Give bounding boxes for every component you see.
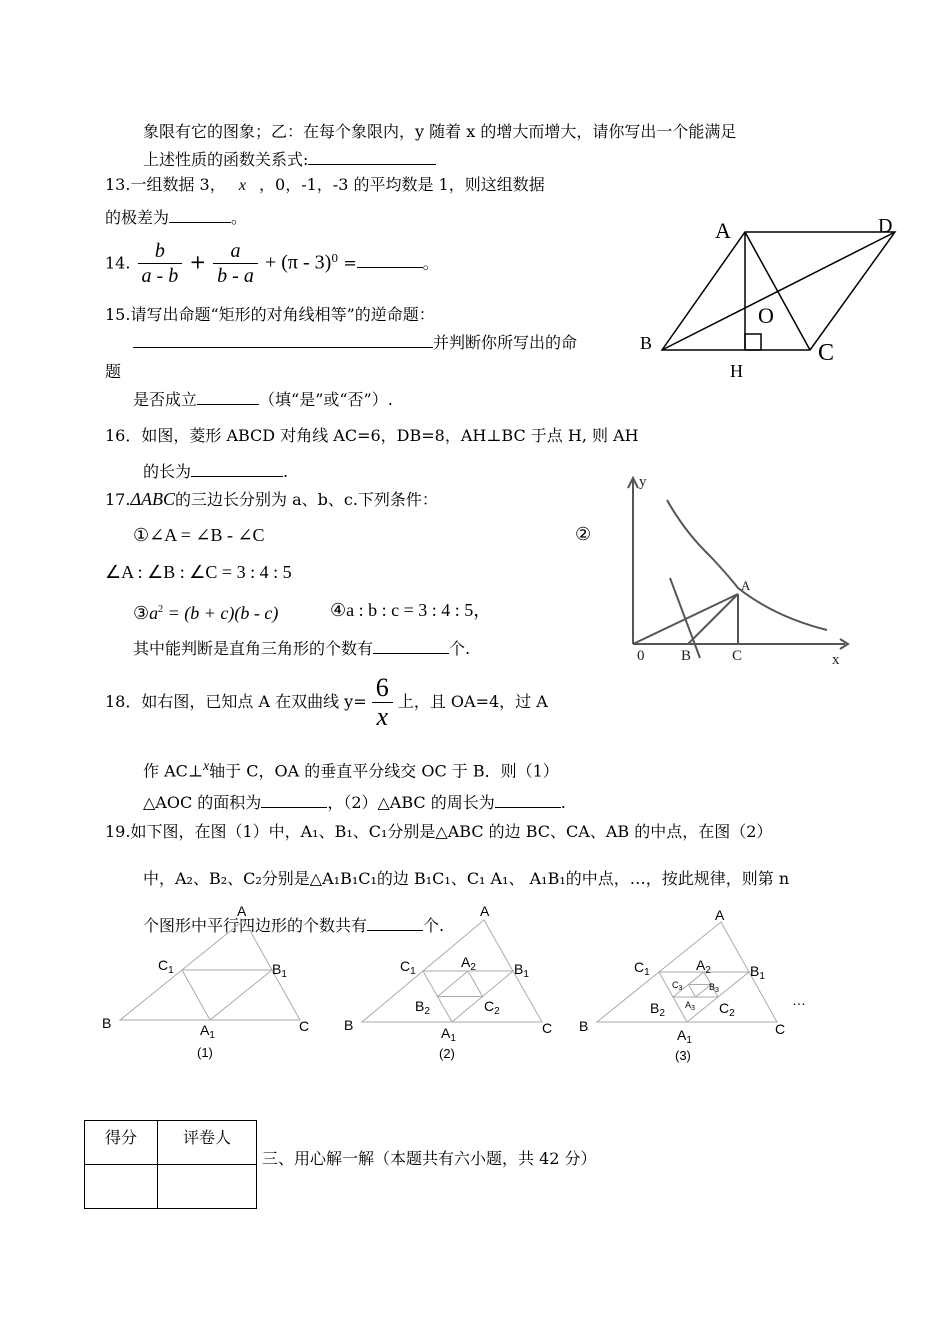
- answer-blank[interactable]: [373, 639, 449, 654]
- triangle-A3B3C3: [689, 985, 712, 998]
- fraction: $\frac{b}{a - b}$: [138, 239, 183, 288]
- q17-line4: 其中能判断是直角三角形的个数有 个.: [133, 639, 471, 658]
- caption-1: (1): [197, 1045, 213, 1060]
- label-B1: $B_1$: [750, 963, 765, 982]
- fraction: $\frac{6}{x}$: [372, 674, 393, 731]
- triangle-A2B2C2: [438, 971, 483, 997]
- triangle-figure-1: [100, 900, 325, 1065]
- q19-line3: 个图形中平行四边形的个数共有 个.: [143, 916, 445, 935]
- triangle-figure-3: [575, 900, 820, 1070]
- q15-line1: 15.请写出命题“矩形的对角线相等”的逆命题：: [105, 305, 435, 324]
- q14-line: 14. $\frac{b}{a - b}$ + $\frac{a}{b - a}$ + (π - 3)$^0$ = 。: [105, 240, 439, 288]
- answer-blank[interactable]: [357, 253, 423, 268]
- label-B2: $B_2$: [650, 1000, 665, 1019]
- q12-line1: 象限有它的图象；乙：在每个象限内，y 随着 x 的增大而增大，请你写出一个能满足: [143, 122, 737, 141]
- segment-AB: [688, 594, 738, 644]
- label-A1: $A_1$: [200, 1022, 215, 1041]
- diagonal-bd: [662, 232, 895, 350]
- label-A: A: [715, 907, 725, 923]
- label-y: y: [639, 474, 647, 490]
- label-B: B: [681, 648, 692, 664]
- label-A: A: [741, 578, 751, 593]
- label-C1: $C_1$: [634, 959, 650, 978]
- label-B1: $B_1$: [514, 961, 529, 980]
- score-cell[interactable]: [85, 1165, 158, 1209]
- label-O: O: [758, 303, 774, 328]
- caption-2: (2): [439, 1046, 455, 1061]
- label-B: B: [344, 1017, 354, 1033]
- q19-line1: 19.如下图，在图（1）中，A₁、B₁、C₁分别是△ABC 的边 BC、CA、AB 的中点，在图（2）: [105, 822, 773, 841]
- answer-blank[interactable]: [261, 793, 327, 808]
- answer-blank[interactable]: [191, 462, 283, 477]
- label-A: A: [480, 903, 490, 919]
- label-A: A: [715, 218, 731, 243]
- answer-blank[interactable]: [308, 150, 436, 165]
- q18-line3: △AOC 的面积为 ，（2）△ABC 的周长为 .: [143, 793, 566, 812]
- q15-line3: 题: [105, 362, 122, 381]
- label-B2: $B_2$: [415, 998, 430, 1017]
- label-C: C: [732, 648, 743, 664]
- ellipsis: …: [792, 992, 806, 1008]
- label-C: C: [542, 1020, 553, 1036]
- q17-cond4: ④a : b : c = 3 : 4 : 5，: [330, 600, 492, 620]
- right-angle-mark: [745, 334, 761, 350]
- score-table: [84, 1120, 257, 1209]
- label-A: A: [237, 903, 247, 919]
- grader-header: 评卷人: [158, 1121, 257, 1165]
- answer-blank[interactable]: [133, 333, 433, 348]
- q15-line4: 是否成立 （填“是”或“否”）.: [133, 390, 393, 409]
- score-header: 得分: [85, 1121, 158, 1165]
- label-B: B: [579, 1018, 589, 1034]
- q12-line2: 上述性质的函数关系式:: [143, 150, 436, 170]
- label-B3: $B_3$: [709, 982, 719, 994]
- q17-cond2: ∠A : ∠B : ∠C = 3 : 4 : 5: [105, 562, 292, 582]
- label-C: C: [818, 340, 835, 366]
- rhombus-figure: [640, 210, 910, 385]
- label-A3: $A_3$: [685, 1000, 695, 1012]
- grader-cell[interactable]: [158, 1165, 257, 1209]
- perpendicular-bisector: [670, 578, 700, 658]
- label-A1: $A_1$: [677, 1027, 692, 1046]
- label-C3: $C_3$: [672, 980, 683, 992]
- answer-blank[interactable]: [495, 793, 561, 808]
- q17-cond3: $③a^2 = (b + c)(b - c)$: [133, 603, 279, 623]
- caption-3: (3): [675, 1048, 691, 1063]
- triangle-figure-2: [340, 900, 565, 1065]
- fraction: $\frac{a}{b - a}$: [213, 239, 258, 288]
- label-A2: $A_2$: [696, 957, 711, 976]
- q15-line2: 并判断你所写出的命: [133, 333, 577, 353]
- label-A2: $A_2$: [461, 954, 476, 973]
- q17-cond1: ①∠A = ∠B - ∠C: [133, 525, 265, 545]
- label-B1: $B_1$: [272, 961, 287, 980]
- q18-line2: 作 AC⊥$^x$轴于 C，OA 的垂直平分线交 OC 于 B．则（1）: [143, 759, 559, 781]
- label-D: D: [878, 215, 893, 237]
- label-C2: $C_2$: [719, 1000, 735, 1019]
- label-C1: $C_1$: [158, 957, 174, 976]
- q17-line1: 17.ΔABC的三边长分别为 a、b、c.下列条件：: [105, 489, 438, 509]
- label-O: 0: [637, 648, 645, 664]
- label-C1: $C_1$: [400, 958, 416, 977]
- q17-cond2-mark: ②: [575, 524, 592, 545]
- label-C: C: [775, 1021, 786, 1037]
- label-A1: $A_1$: [441, 1025, 456, 1044]
- q19-line2: 中，A₂、B₂、C₂分别是△A₁B₁C₁的边 B₁C₁、C₁ A₁、 A₁B₁的中点，…，按此规律，则第 n: [143, 869, 790, 888]
- answer-blank[interactable]: [197, 390, 259, 405]
- label-H: H: [730, 361, 743, 381]
- q16-line2: 的长为 .: [143, 462, 289, 481]
- q13-line1: 13.一组数据 3， x ，0，-1，-3 的平均数是 1，则这组数据: [105, 175, 545, 194]
- triangle-A1B1C1: [182, 970, 272, 1020]
- label-C: C: [299, 1018, 310, 1034]
- section-3-heading: 三、用心解一解（本题共有六小题，共 42 分）: [262, 1149, 597, 1168]
- label-x: x: [832, 652, 840, 668]
- hyperbola-curve: [667, 500, 827, 630]
- label-B: B: [102, 1015, 112, 1031]
- q18-line1: 18．如右图，已知点 A 在双曲线 y= $\frac{6}{x}$ 上，且 OA=4，过 A: [105, 673, 548, 731]
- label-B: B: [640, 333, 653, 353]
- label-C2: $C_2$: [484, 998, 500, 1017]
- answer-blank[interactable]: [169, 208, 231, 223]
- q13-line2: 的极差为 。: [105, 208, 248, 227]
- q16-line1: 16．如图，菱形 ABCD 对角线 AC=6，DB=8，AH⊥BC 于点 H, 则 AH: [105, 426, 639, 445]
- hyperbola-graph: [615, 472, 855, 672]
